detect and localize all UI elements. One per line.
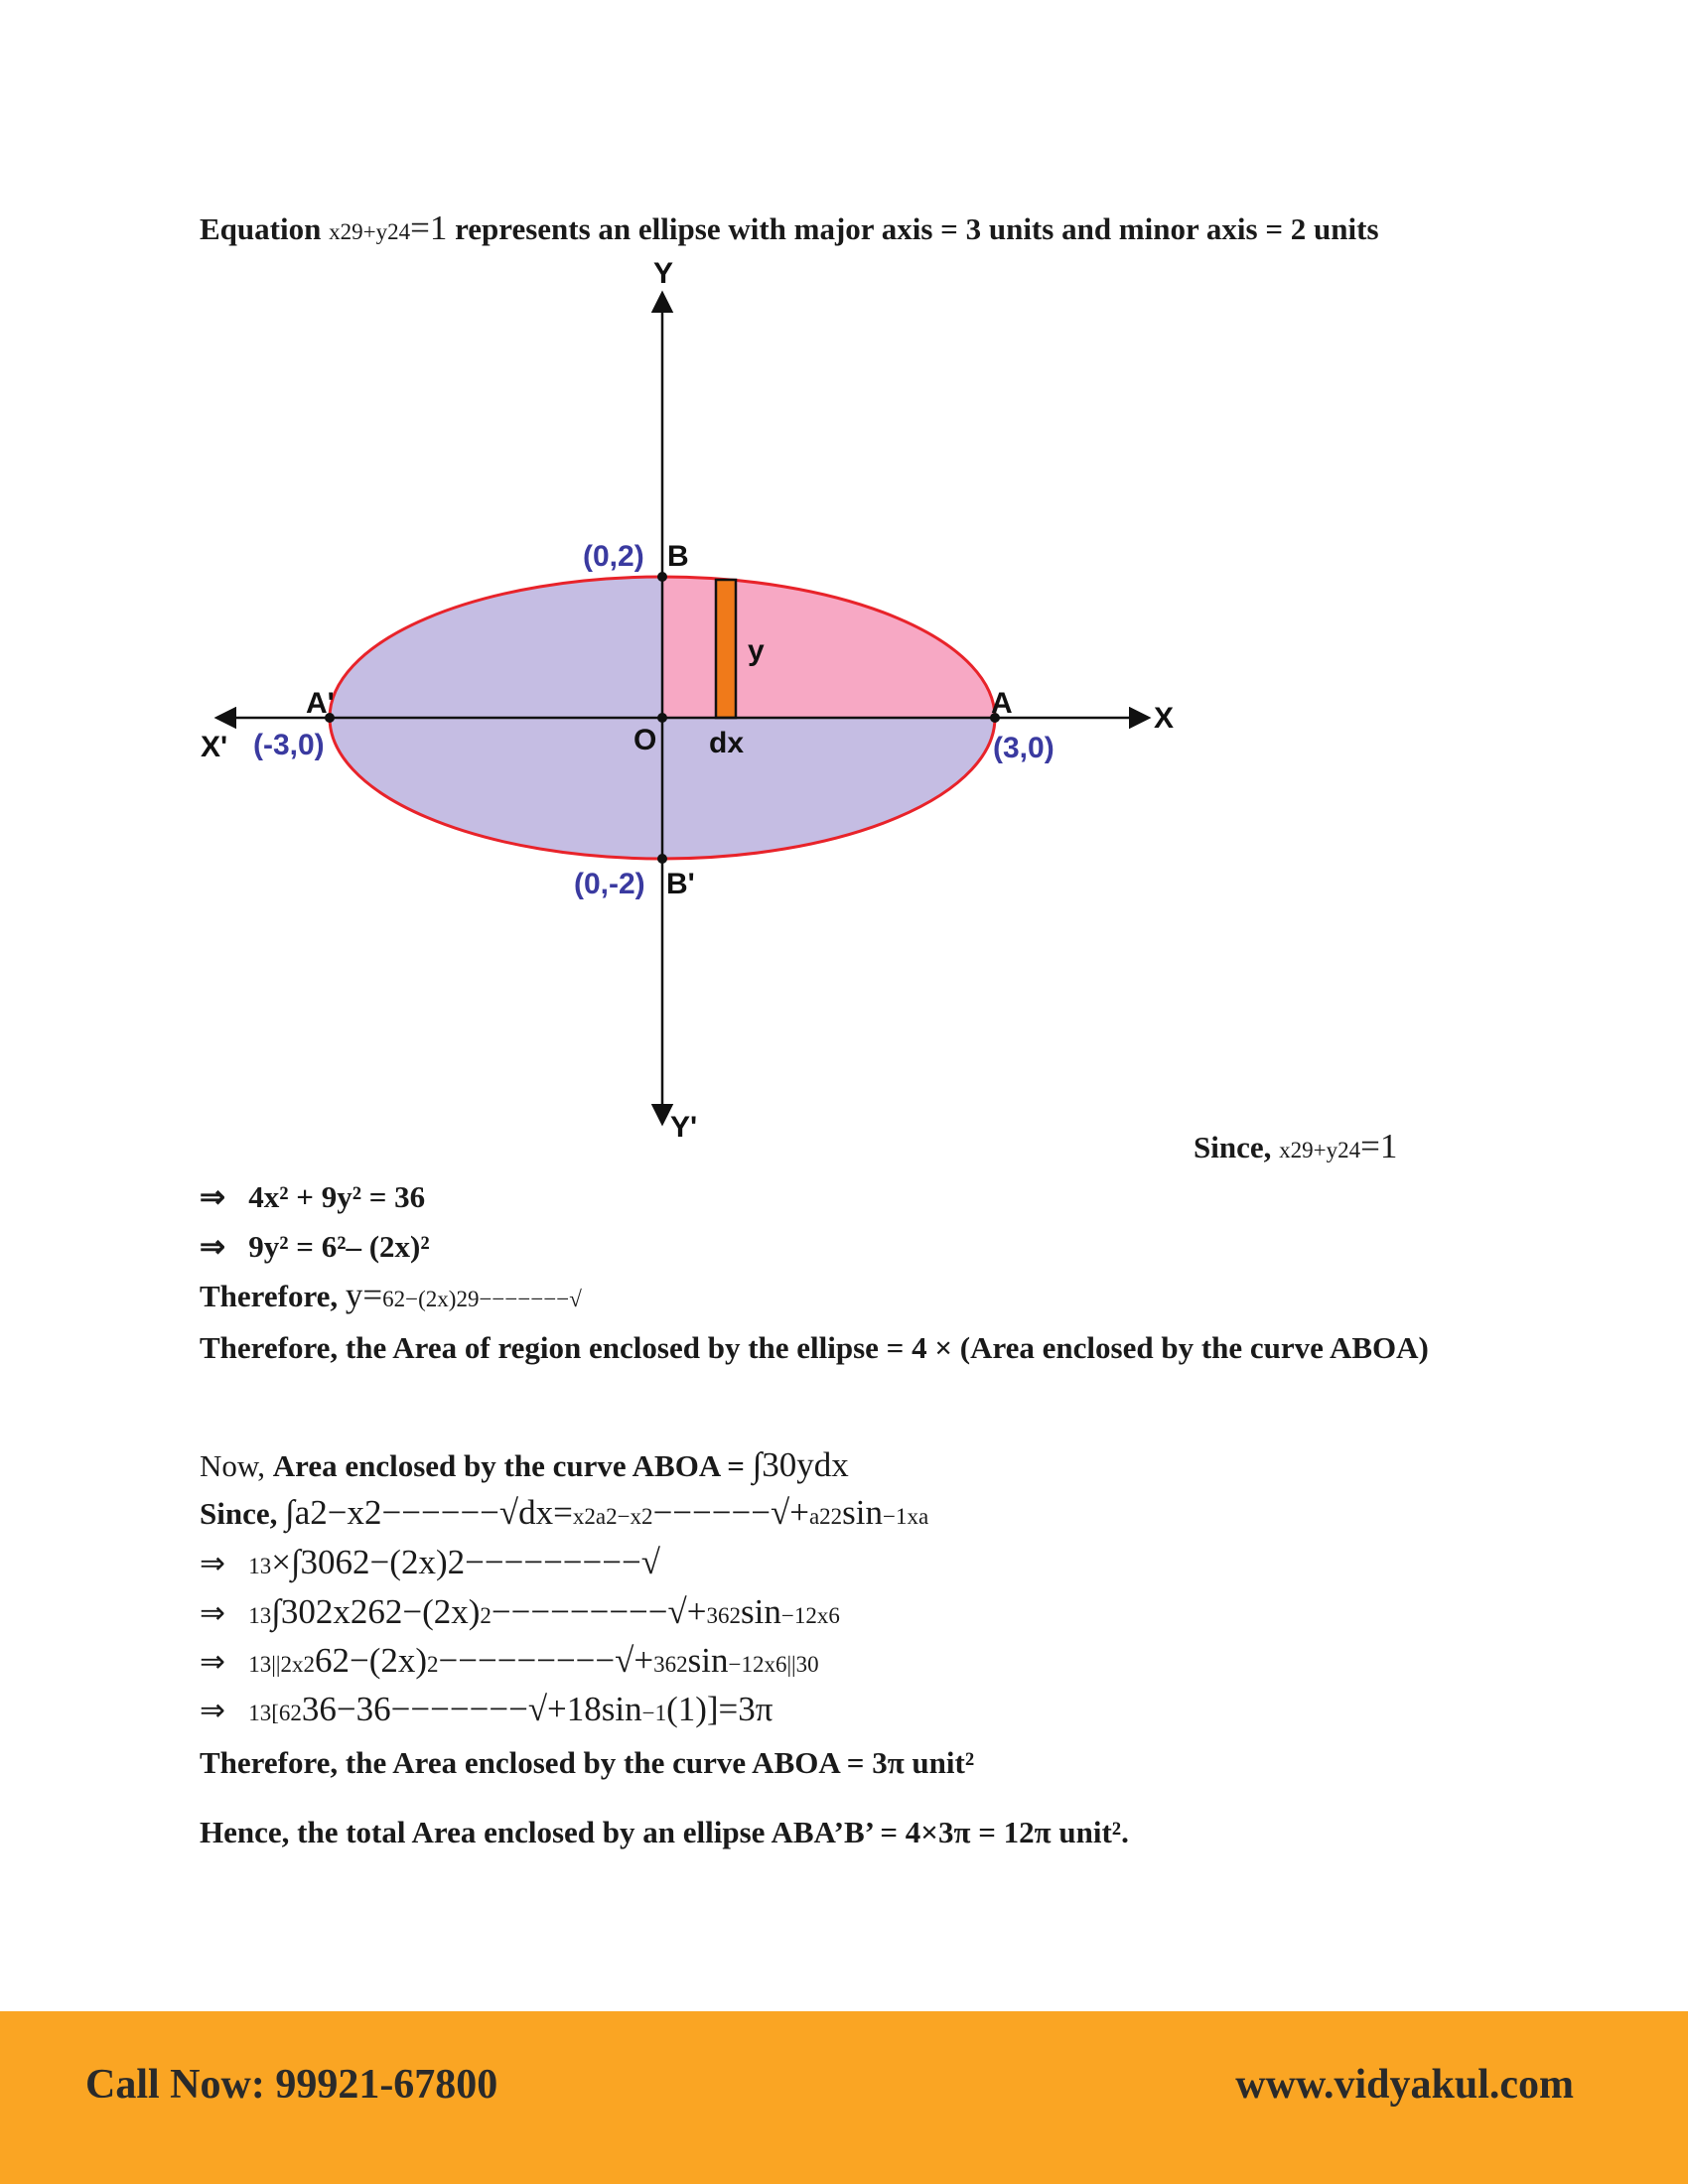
y-equals: y= bbox=[345, 1276, 383, 1314]
x-axis-label: X bbox=[1154, 702, 1175, 735]
now-word: Now, bbox=[200, 1448, 273, 1483]
therefore-label: Therefore, bbox=[200, 1279, 346, 1313]
point-origin bbox=[657, 713, 667, 723]
step-therefore-y bbox=[200, 1277, 582, 1318]
l3-root: 62−(2x) bbox=[314, 1641, 428, 1680]
intro-lead: Equation bbox=[200, 211, 330, 246]
l2-coef2: 362 bbox=[706, 1603, 741, 1628]
step-1 bbox=[200, 1178, 425, 1216]
now-line bbox=[200, 1446, 849, 1485]
l2-arg: −12x6 bbox=[780, 1603, 840, 1628]
since-word: Since, bbox=[200, 1496, 286, 1531]
coord-b: (0,2) bbox=[583, 540, 644, 573]
l2-int: ∫302x2 bbox=[271, 1592, 368, 1631]
since-formula bbox=[200, 1494, 928, 1536]
l4-coef: 13[62 bbox=[248, 1701, 302, 1725]
step-l1 bbox=[200, 1544, 660, 1585]
l1-coef: 13 bbox=[248, 1554, 272, 1578]
step-2 bbox=[200, 1228, 430, 1266]
l2-coef: 13 bbox=[248, 1603, 272, 1628]
implies-icon: ⇒ bbox=[200, 1644, 225, 1679]
call-now-text: Call Now: 99921-67800 bbox=[85, 2062, 498, 2108]
l2-sin: sin bbox=[741, 1592, 781, 1631]
implies-icon: ⇒ bbox=[200, 1546, 225, 1580]
coord-a: (3,0) bbox=[993, 732, 1055, 764]
strip bbox=[716, 580, 736, 718]
l3-coef2: 362 bbox=[653, 1652, 688, 1677]
since-formula-root: −−−−−−√+ bbox=[652, 1493, 809, 1532]
since-formula-sin: sin bbox=[842, 1493, 884, 1532]
y-expression: 62−(2x)29−−−−−−−√ bbox=[382, 1287, 582, 1311]
y-axis-label: Y bbox=[653, 257, 674, 290]
point-b bbox=[657, 572, 667, 582]
label-origin: O bbox=[633, 724, 657, 756]
l3-exp: 2 bbox=[427, 1652, 439, 1677]
l4-expr: 36−36−−−−−−−√+18sin bbox=[301, 1690, 642, 1728]
website-link[interactable]: www.vidyakul.com bbox=[1235, 2062, 1574, 2108]
point-b-prime bbox=[657, 854, 667, 864]
intro-equation-rhs: =1 bbox=[410, 208, 448, 247]
l3-sin: sin bbox=[687, 1641, 729, 1680]
intro-equation: x29+y24 bbox=[329, 219, 411, 244]
implies-icon: ⇒ bbox=[200, 1595, 225, 1630]
area-statement: Therefore, the Area of region enclosed by the ellipse = 4 × (Area enclosed by the curve ABOA) bbox=[200, 1330, 1429, 1365]
since-note-eq: x29+y24 bbox=[1279, 1138, 1361, 1162]
label-b: B bbox=[667, 540, 689, 573]
implies-icon: ⇒ bbox=[200, 1229, 225, 1264]
l4-exp: −1 bbox=[641, 1701, 667, 1725]
label-a: A bbox=[991, 687, 1013, 720]
l3-arg: −12x6||30 bbox=[728, 1652, 819, 1677]
l3-radical: −−−−−−−−−√+ bbox=[438, 1641, 654, 1680]
now-text: Area enclosed by the curve ABOA = bbox=[272, 1448, 753, 1483]
footer-banner bbox=[0, 2011, 1688, 2184]
now-integral: ∫30ydx bbox=[752, 1445, 849, 1484]
since-formula-part: x2a2−x2 bbox=[572, 1504, 653, 1529]
since-formula-coef: a22 bbox=[808, 1504, 843, 1529]
y-axis-bottom-label: Y' bbox=[670, 1111, 698, 1144]
result-total: Hence, the total Area enclosed by an ellipse ABA’B’ = 4×3π = 12π unit². bbox=[200, 1815, 1129, 1849]
l4-result: (1)]=3π bbox=[666, 1690, 774, 1728]
implies-icon: ⇒ bbox=[200, 1179, 225, 1214]
label-b-prime: B' bbox=[666, 868, 695, 900]
intro-statement bbox=[200, 209, 1379, 251]
l3-coef: 13||2x2 bbox=[248, 1652, 315, 1677]
since-note-label: Since, bbox=[1194, 1130, 1280, 1164]
coord-a-prime: (-3,0) bbox=[253, 729, 325, 761]
label-strip-dx: dx bbox=[709, 727, 745, 759]
since-formula-arg: −1xa bbox=[883, 1504, 929, 1529]
l2-root: 62−(2x) bbox=[367, 1592, 481, 1631]
l2-exp: 2 bbox=[480, 1603, 492, 1628]
step-l2 bbox=[200, 1593, 840, 1635]
result-aboa: Therefore, the Area enclosed by the curve ABOA = 3π unit² bbox=[200, 1745, 975, 1780]
label-a-prime: A' bbox=[306, 687, 335, 720]
l1-expr: ×∫3062−(2x)2−−−−−−−−−√ bbox=[271, 1543, 660, 1581]
ellipse-diagram bbox=[189, 253, 1192, 1147]
implies-icon: ⇒ bbox=[200, 1693, 225, 1727]
step-l3 bbox=[200, 1642, 819, 1684]
x-axis-left-label: X' bbox=[201, 731, 228, 763]
since-note-rhs: =1 bbox=[1360, 1127, 1398, 1165]
since-formula-lhs: ∫a2−x2−−−−−−√dx= bbox=[285, 1493, 573, 1532]
step-l4 bbox=[200, 1691, 773, 1732]
quadrant-region bbox=[662, 577, 995, 718]
step-1-text: 4x² + 9y² = 36 bbox=[248, 1179, 426, 1214]
label-strip-y: y bbox=[748, 634, 765, 667]
intro-rest: represents an ellipse with major axis = 3 units and minor axis = 2 units bbox=[447, 211, 1379, 246]
l2-radical: −−−−−−−−−√+ bbox=[491, 1592, 707, 1631]
coord-b-prime: (0,-2) bbox=[574, 868, 645, 900]
since-note bbox=[1194, 1128, 1397, 1169]
step-2-text: 9y² = 6²– (2x)² bbox=[248, 1229, 430, 1264]
